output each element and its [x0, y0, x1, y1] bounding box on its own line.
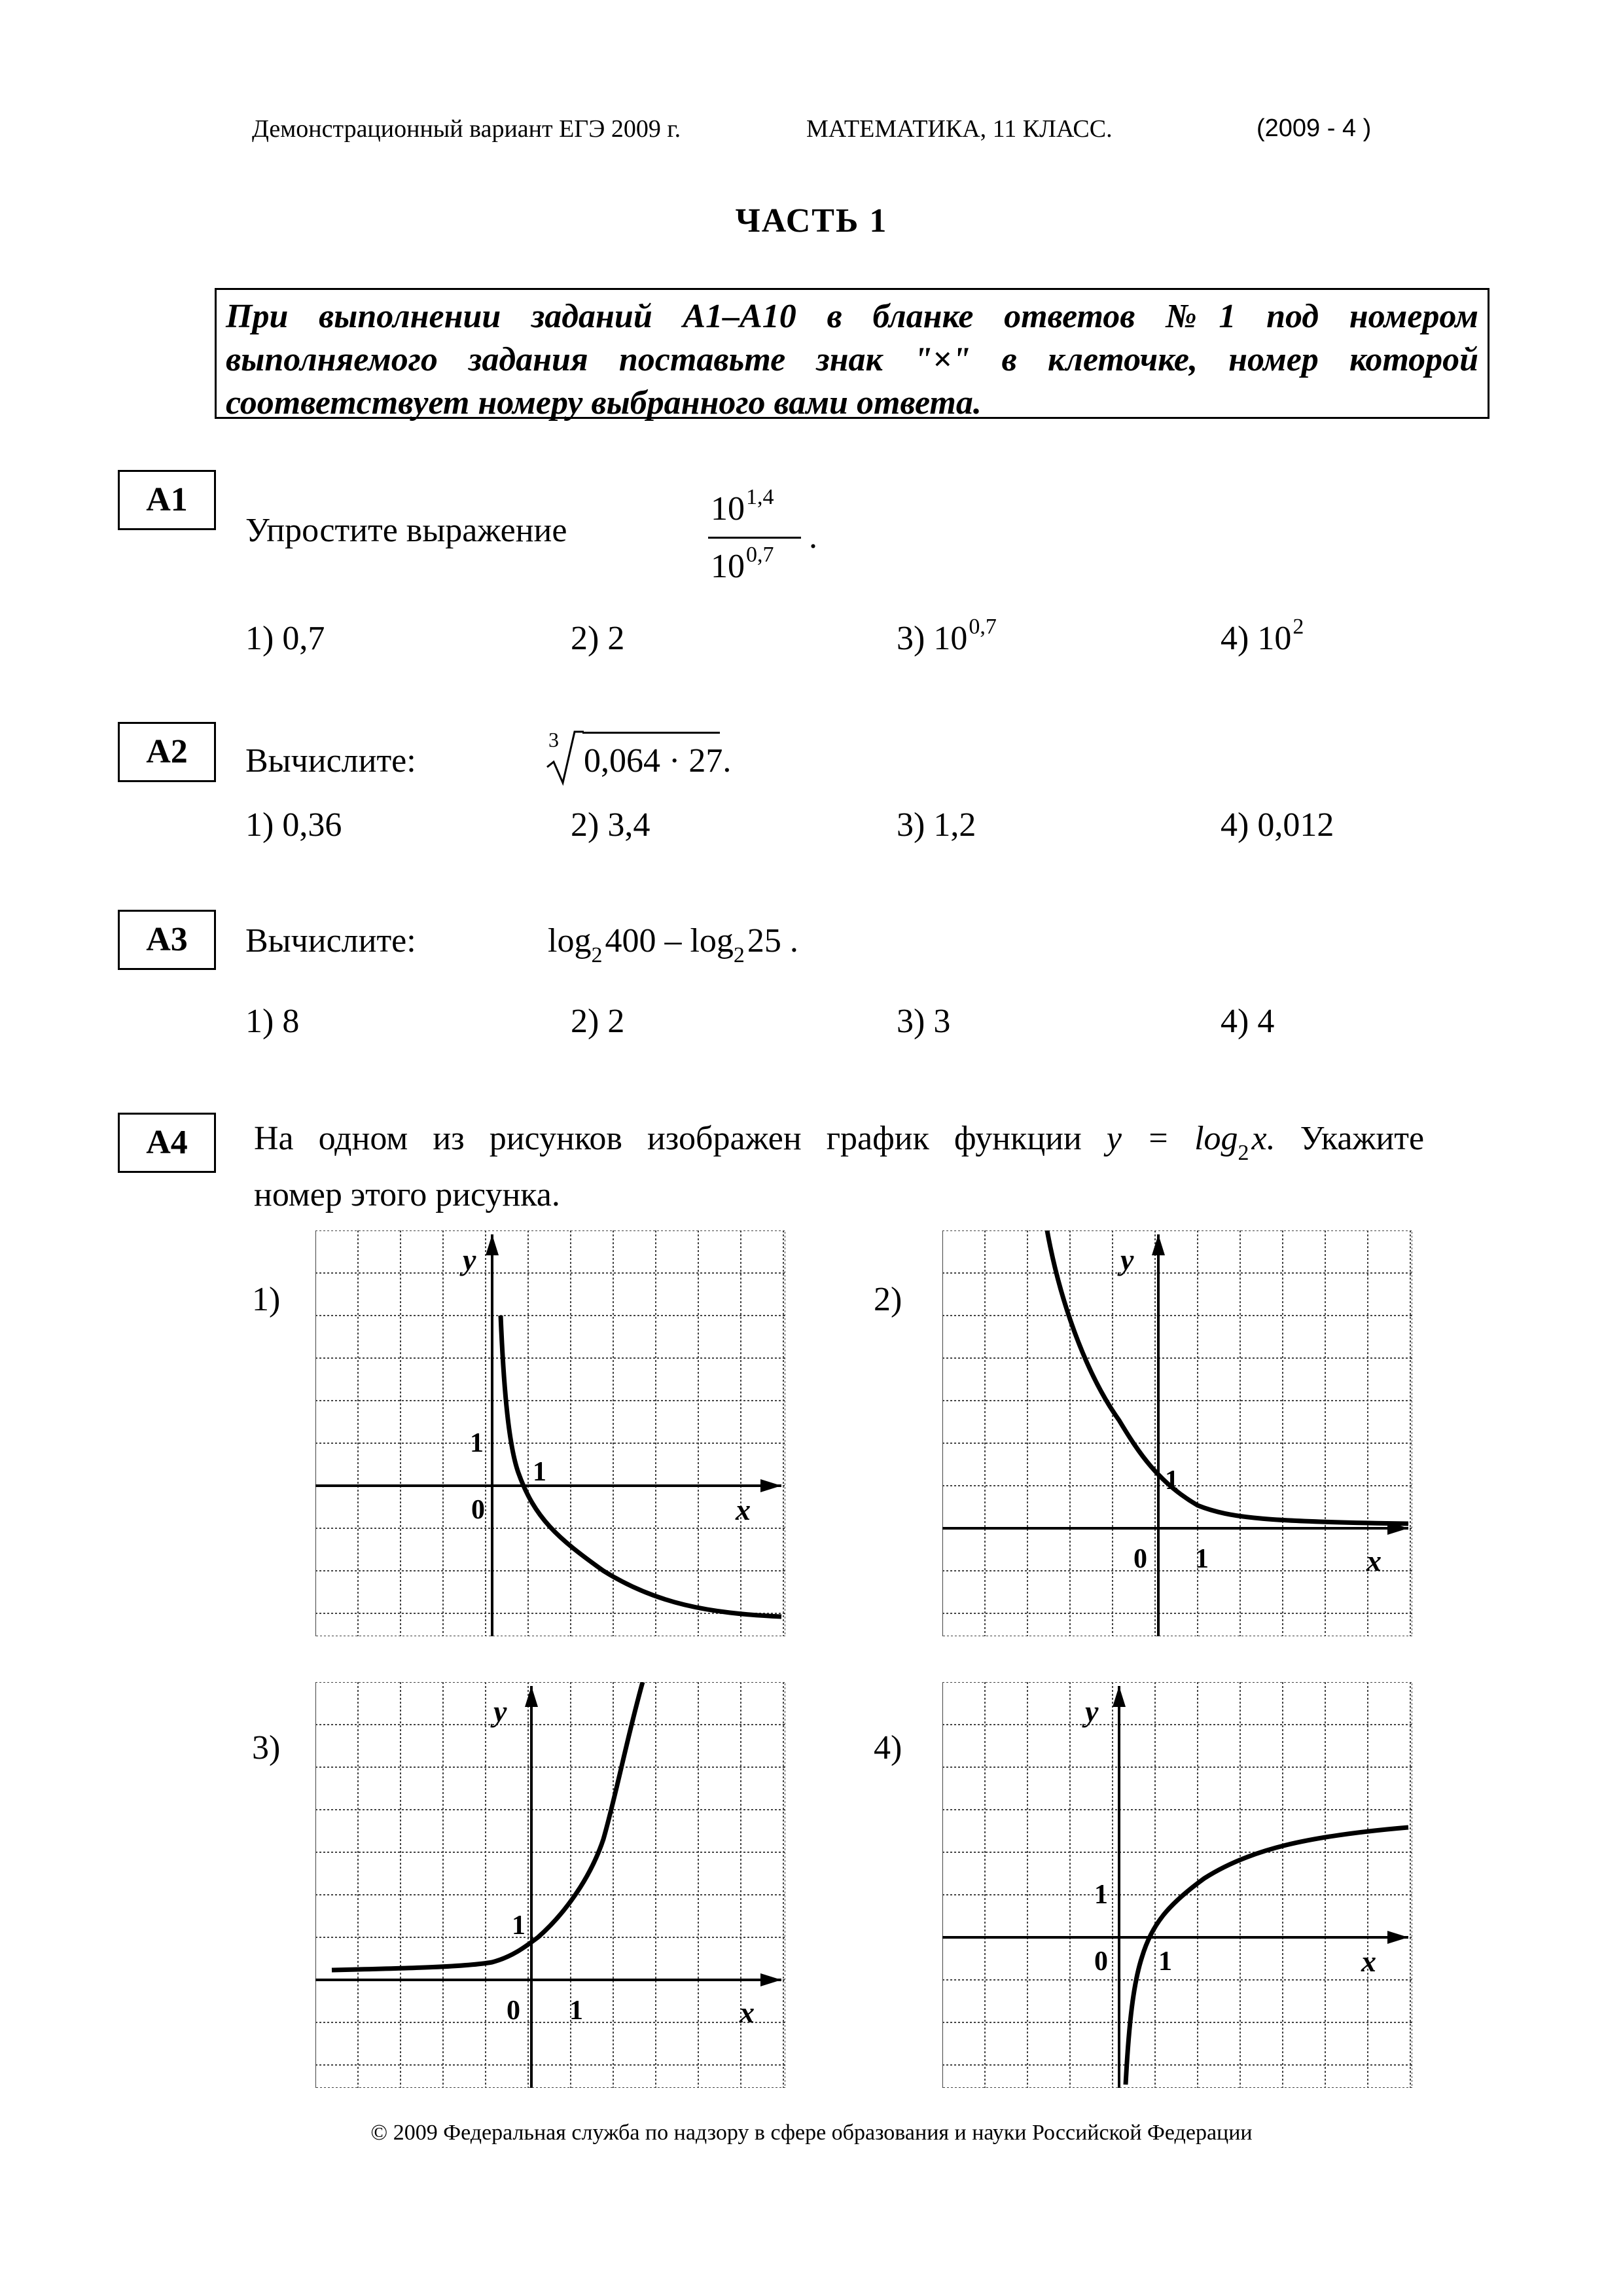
a1-option-2: 2) 2 [571, 620, 625, 657]
a2-root-index: 3 [548, 728, 559, 751]
graph-2-origin-label: 0 [1133, 1544, 1147, 1574]
graph-4-label: 4) [874, 1729, 902, 1767]
task-tag-a1: А1 [118, 470, 216, 530]
graph-1-y-label: y [463, 1243, 476, 1276]
a1-numerator: 10$^{1,4}$ [711, 485, 774, 528]
grid-lines [942, 1230, 1412, 1636]
graph-1-label: 1) [252, 1281, 281, 1318]
a1-option-1: 1) 0,7 [245, 620, 325, 657]
a3-expression: $\log_2400 - \log_225$ . [548, 922, 798, 967]
graph-4-origin-label: 0 [1094, 1946, 1108, 1977]
graph-2-y-label: y [1120, 1243, 1134, 1276]
task-tag-a3: А3 [118, 910, 216, 970]
a1-period: . [809, 518, 817, 556]
graph-3-unit-y-label: 1 [512, 1910, 526, 1941]
y-axis-arrow-icon [486, 1234, 499, 1255]
task-tag-a4: А4 [118, 1113, 216, 1173]
grid-lines [315, 1230, 785, 1636]
graph-3 [315, 1682, 785, 2088]
x-axis-arrow-icon [760, 1973, 781, 1986]
a4-question-line1: На одном из рисунков изображен график функции $y = \log_2x$. Укажите [254, 1120, 1425, 1165]
footer-copyright: © 2009 Федеральная служба по надзору в сфере образования и науки Российской Федерации [370, 2121, 1253, 2145]
graph-1 [315, 1230, 785, 1636]
a3-option-3: 3) 3 [897, 1003, 951, 1040]
graph-3-label: 3) [252, 1729, 281, 1767]
a1-option-3: 3) 10$^{0,7}$ [897, 615, 997, 657]
grid-border [315, 1682, 785, 2088]
graph-1-unit-x-label: 1 [533, 1457, 546, 1487]
a2-option-4: 4) 0,012 [1221, 806, 1334, 844]
radical-sign-icon [544, 728, 584, 787]
a2-vinculum [582, 732, 720, 734]
grid-border [942, 1230, 1412, 1636]
a3-option-2: 2) 2 [571, 1003, 625, 1040]
a3-prompt: Вычислите: [245, 922, 416, 960]
graph-1-x-label: x [736, 1493, 751, 1526]
task-tag-a2: А2 [118, 722, 216, 782]
graph-1-unit-y-label: 1 [470, 1428, 484, 1458]
graph-2-x-label: x [1366, 1544, 1382, 1577]
graph-4-x-label: x [1361, 1945, 1376, 1978]
graph-2-label: 2) [874, 1281, 902, 1318]
graph-4 [942, 1682, 1412, 2088]
y-axis-arrow-icon [1152, 1234, 1165, 1255]
grid-lines [315, 1682, 785, 2088]
a2-option-3: 3) 1,2 [897, 806, 976, 844]
a3-option-4: 4) 4 [1221, 1003, 1275, 1040]
x-axis-arrow-icon [760, 1479, 781, 1492]
part-title: ЧАСТЬ 1 [735, 202, 888, 240]
instructions-box: При выполнении заданий А1–А10 в бланке ответов №1 под номером выполняемого задания поставьте знак "×" в клеточке, номер которой соответствует номеру выбранного вами ответа. [215, 288, 1489, 419]
a1-option-4: 4) $10^2$ [1221, 615, 1304, 657]
graph-4-y-label: y [1085, 1695, 1099, 1728]
graph-2 [942, 1230, 1412, 1636]
a4-question-line2: номер этого рисунка. [254, 1176, 560, 1213]
y-axis-arrow-icon [1113, 1686, 1126, 1707]
grid-lines [942, 1682, 1412, 2088]
graph-2-unit-x-label: 1 [1195, 1544, 1209, 1574]
x-axis-arrow-icon [1387, 1931, 1408, 1944]
y-axis-arrow-icon [525, 1686, 538, 1707]
graph-1-origin-label: 0 [471, 1495, 485, 1525]
a1-fraction-bar [708, 537, 801, 539]
grid-border [942, 1682, 1412, 2088]
a1-denominator: 10$^{0,7}$ [711, 543, 774, 585]
header-right: (2009 - 4 ) [1257, 115, 1372, 142]
header-center: МАТЕМАТИКА, 11 КЛАСС. [806, 115, 1113, 143]
graph-3-origin-label: 0 [507, 1996, 520, 2026]
a1-prompt: Упростите выражение [245, 512, 567, 549]
a3-option-1: 1) 8 [245, 1003, 300, 1040]
a2-option-2: 2) 3,4 [571, 806, 651, 844]
header-left: Демонстрационный вариант ЕГЭ 2009 г. [252, 115, 681, 143]
a4-formula: $y = \log_2x$. [1106, 1120, 1275, 1165]
graph-4-unit-y-label: 1 [1094, 1880, 1108, 1910]
graph-2-curve [1047, 1230, 1408, 1524]
graph-3-x-label: x [740, 1996, 755, 2029]
graph-4-unit-x-label: 1 [1158, 1946, 1172, 1977]
graph-2-unit-y-label: 1 [1165, 1465, 1179, 1496]
graph-3-unit-x-label: 1 [569, 1996, 583, 2026]
graph-3-y-label: y [493, 1695, 507, 1728]
a2-prompt: Вычислите: [245, 742, 416, 780]
grid-border [315, 1230, 785, 1636]
a2-option-1: 1) 0,36 [245, 806, 342, 844]
a2-radicand: 0,064 · 27. [584, 742, 732, 780]
